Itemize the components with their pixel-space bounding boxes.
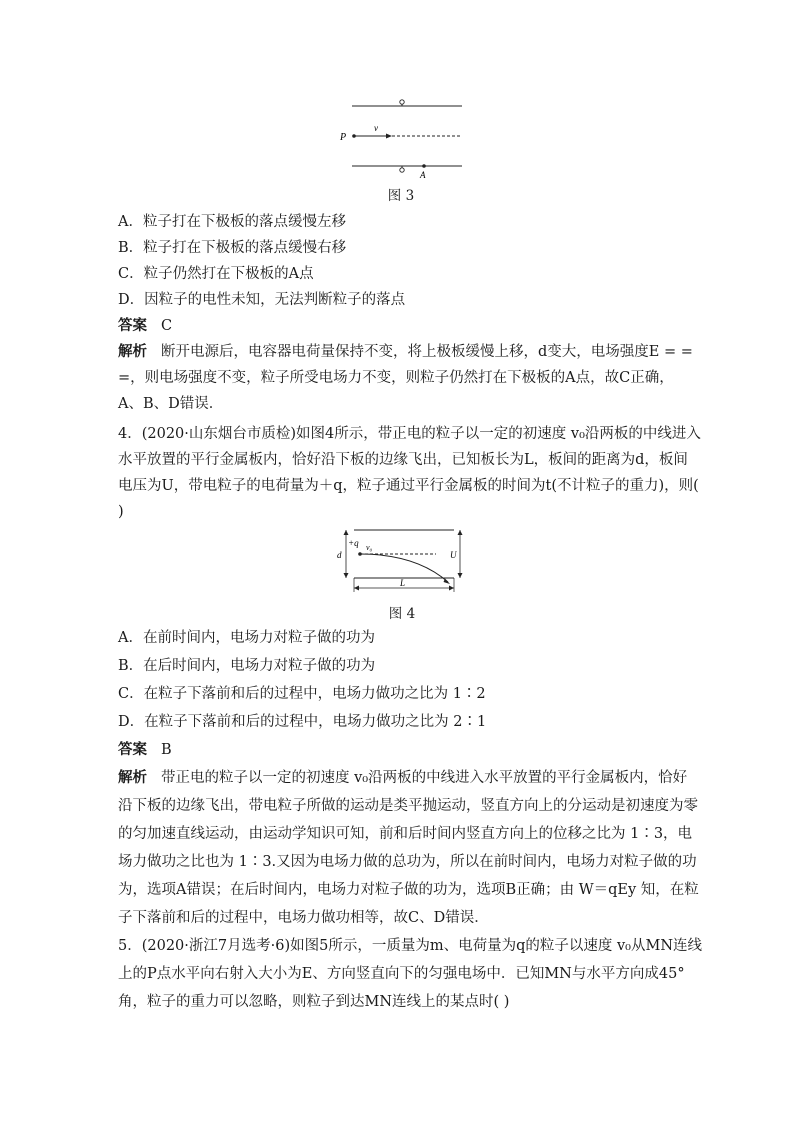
q3-answer xyxy=(118,316,172,336)
figure-4-label-q: +q xyxy=(348,538,359,548)
q4-analysis-label: 解析 xyxy=(118,769,147,786)
figure-4-label-u: U xyxy=(450,550,457,560)
q4-analysis-line-3: 的匀加速直线运动，由运动学知识可知，前和后时间内竖直方向上的位移之比为 1∶3，电 xyxy=(118,826,693,842)
q3-analysis-line-2: =，则电场强度不变，粒子所受电场力不变，则粒子仍然打在下极板的A点，故C正确， xyxy=(118,370,674,386)
figure-4-label-l: L xyxy=(400,578,406,588)
q4-stem-line-2: 水平放置的平行金属板内，恰好沿下板的边缘飞出，已知板长为L，板间的距离为d，板间 xyxy=(118,452,688,468)
q3-analysis-line-1 xyxy=(118,342,693,362)
figure-3-label-a: A xyxy=(420,170,426,180)
q3-option-b: B．粒子打在下极板的落点缓慢右移 xyxy=(118,240,347,256)
figure-4-label-d: d xyxy=(337,550,342,560)
q5-stem-line-2: 上的P点水平向右射入大小为E、方向竖直向下的匀强电场中．已知MN与水平方向成45° xyxy=(118,966,685,982)
q4-analysis-line-2: 沿下板的边缘飞出，带电粒子所做的运动是类平抛运动，竖直方向上的分运动是初速度为零 xyxy=(118,798,698,814)
q3-analysis-line-3: A、B、D错误． xyxy=(118,396,224,412)
q3-option-c: C．粒子仍然打在下极板的A点 xyxy=(118,266,314,282)
figure-3-label-v: v xyxy=(374,123,378,133)
q4-option-c: C．在粒子下落前和后的过程中，电场力做功之比为 1∶2 xyxy=(118,686,486,702)
q3-option-a: A．粒子打在下极板的落点缓慢左移 xyxy=(118,214,346,230)
q3-option-d: D．因粒子的电性未知，无法判断粒子的落点 xyxy=(118,292,406,308)
q4-answer xyxy=(118,740,172,760)
q4-answer-label: 答案 xyxy=(118,741,147,758)
figure-4-diagram xyxy=(336,522,468,598)
q4-stem-line-3: 电压为U，带电粒子的电荷量为＋q，粒子通过平行金属板的时间为t(不计粒子的重力)，则( xyxy=(118,478,699,494)
q4-analysis-line-1 xyxy=(118,768,687,788)
q4-stem-line-4: ) xyxy=(118,504,124,520)
figure-3-caption: 图 3 xyxy=(387,188,415,204)
q4-answer-value: B xyxy=(161,742,172,758)
q4-option-b: B．在后时间内，电场力对粒子做的功为 xyxy=(118,658,376,674)
q4-option-d: D．在粒子下落前和后的过程中，电场力做功之比为 2∶1 xyxy=(118,714,487,730)
q5-stem-line-3: 角，粒子的重力可以忽略，则粒子到达MN连线上的某点时( ) xyxy=(118,994,510,1010)
q4-stem-line-1: 4．(2020·山东烟台市质检)如图4所示，带正电的粒子以一定的初速度 v₀沿两板的中线进入 xyxy=(118,426,701,442)
q4-option-a: A．在前时间内，电场力对粒子做的功为 xyxy=(118,630,375,646)
figure-3-label-p: P xyxy=(340,132,347,143)
figure-3-diagram xyxy=(338,92,468,182)
figure-4-caption: 图 4 xyxy=(388,606,416,622)
figure-4-label-v0: v₀ xyxy=(366,543,373,552)
q4-analysis-line-5: 为，选项A错误；在后时间内，电场力对粒子做的功为，选项B正确；由 W＝qEy 知，在粒 xyxy=(118,882,699,898)
q3-answer-value: C xyxy=(161,318,173,334)
q3-analysis-text-1: 断开电源后，电容器电荷量保持不变，将上极板缓慢上移，d变大，电场强度E = = xyxy=(161,344,693,360)
q5-stem-line-1: 5．(2020·浙江7月选考·6)如图5所示，一质量为m、电荷量为q的粒子以速度 v₀从MN连线 xyxy=(118,938,703,954)
q4-analysis-text-1: 带正电的粒子以一定的初速度 v₀沿两板的中线进入水平放置的平行金属板内，恰好 xyxy=(161,770,688,786)
q4-analysis-line-6: 子下落前和后的过程中，电场力做功相等，故C、D错误． xyxy=(118,910,489,926)
q3-answer-label: 答案 xyxy=(118,317,147,334)
q4-analysis-line-4: 场力做功之比也为 1∶3.又因为电场力做的总功为，所以在前时间内，电场力对粒子做的功 xyxy=(118,854,697,870)
q3-analysis-label: 解析 xyxy=(118,343,147,360)
